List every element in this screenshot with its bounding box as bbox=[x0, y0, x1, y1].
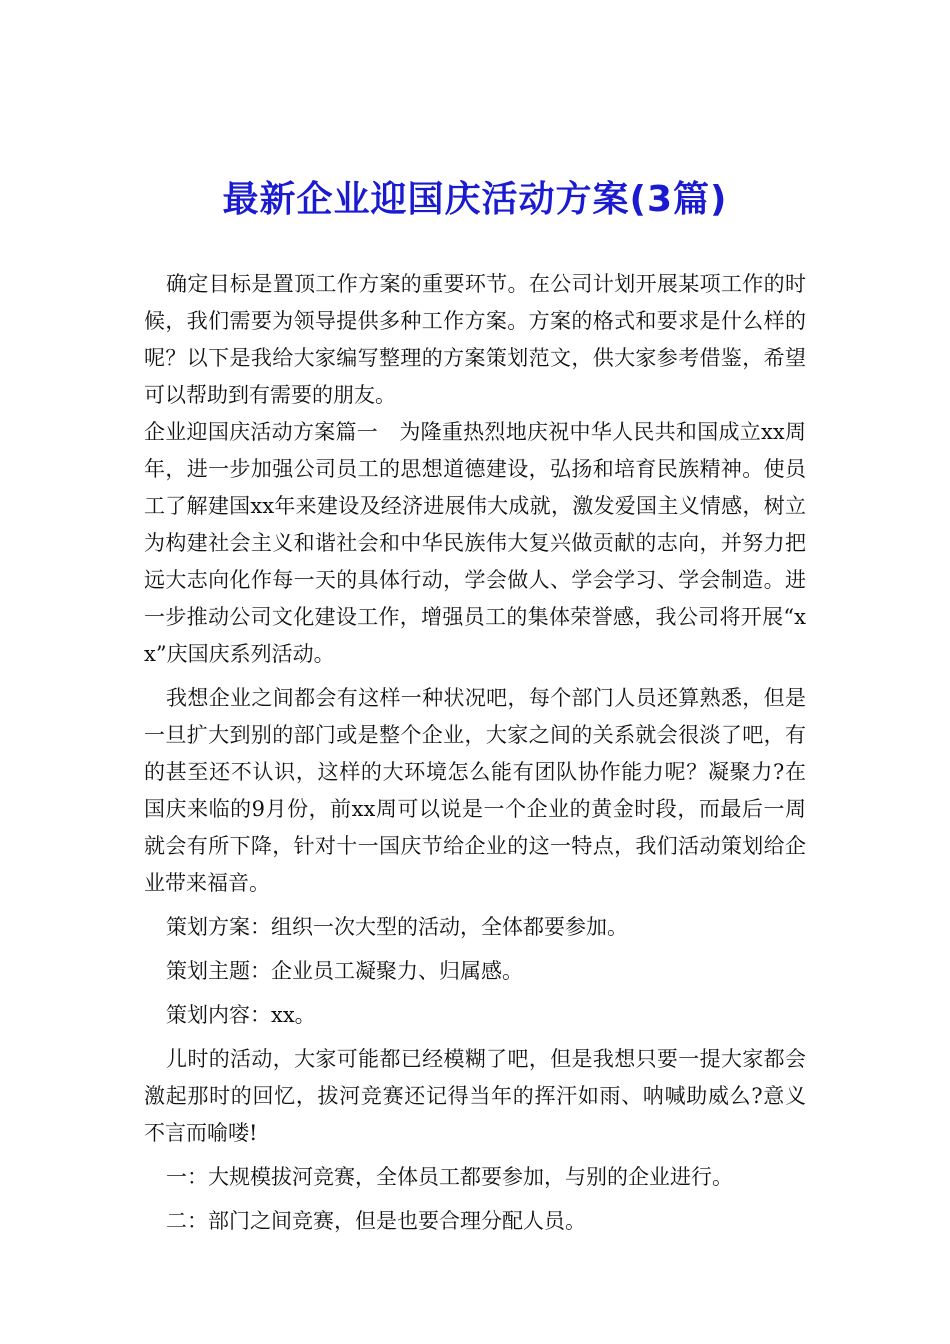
paragraph-plan-theme: 策划主题：企业员工凝聚力、归属感。 bbox=[166, 959, 523, 983]
paragraph-childhood: 儿时的活动，大家可能都已经模糊了吧，但是我想只要一提大家都会激起那时的回忆，拔河竞赛还记得当年的挥汗如雨、呐喊助威么?意义不言而喻喽! bbox=[144, 1047, 806, 1145]
paragraph-plan-scheme: 策划方案：组织一次大型的活动，全体都要参加。 bbox=[166, 915, 628, 939]
paragraph-item-two: 二：部门之间竞赛，但是也要合理分配人员。 bbox=[166, 1209, 586, 1233]
document-title: 最新企业迎国庆活动方案(3篇) bbox=[222, 179, 728, 220]
paragraph-item-one: 一：大规模拔河竞赛，全体员工都要参加，与别的企业进行。 bbox=[166, 1165, 733, 1189]
paragraph-situation: 我想企业之间都会有这样一种状况吧，每个部门人员还算熟悉，但是一旦扩大到别的部门或是整个企业，大家之间的关系就会很淡了吧，有的甚至还不认识，这样的大环境怎么能有团队协作能力呢？凝聚力?在国庆来临的9月份，前xx周可以说是一个企业的黄金时段，而最后一周就会有所下降，针对十一国庆节给企业的这一特点，我们活动策划给企业带来福音。 bbox=[144, 686, 806, 895]
paragraph-intro: 确定目标是置顶工作方案的重要环节。在公司计划开展某项工作的时候，我们需要为领导提供多种工作方案。方案的格式和要求是什么样的呢？以下是我给大家编写整理的方案策划范文，供大家参考借鉴，希望可以帮助到有需要的朋友。 bbox=[144, 272, 806, 407]
document-body bbox=[144, 266, 806, 1240]
paragraph-plan-content: 策划内容：xx。 bbox=[166, 1003, 316, 1027]
paragraph-plan-one: 企业迎国庆活动方案篇一 为隆重热烈地庆祝中华人民共和国成立xx周年，进一步加强公司员工的思想道德建设，弘扬和培育民族精神。使员工了解建国xx年来建设及经济进展伟大成就，激发爱国主义情感，树立为构建社会主义和谐社会和中华民族伟大复兴做贡献的志向，并努力把远大志向化作每一天的具体行动，学会做人、学会学习、学会制造。进一步推动公司文化建设工作，增强员工的集体荣誉感，我公司将开展“xx”庆国庆系列活动。 bbox=[144, 420, 806, 666]
